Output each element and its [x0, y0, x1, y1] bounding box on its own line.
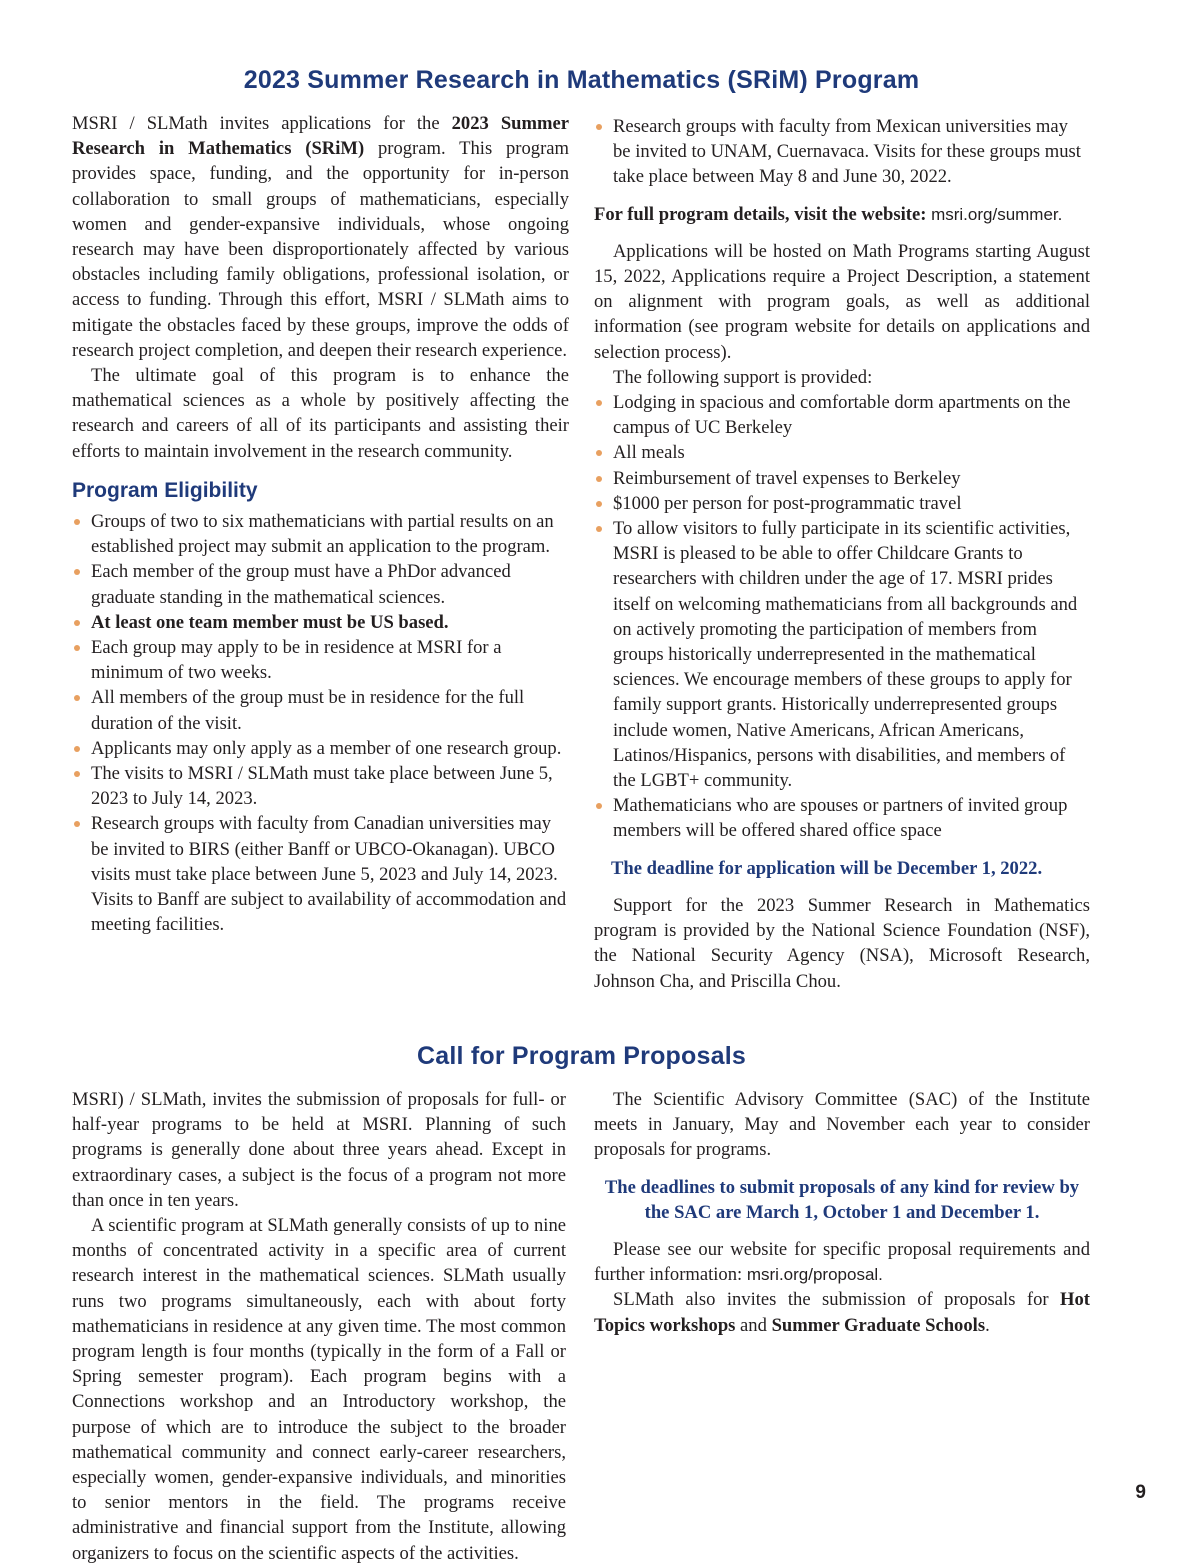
srim-deadline: The deadline for application will be December 1, 2022.	[611, 857, 1043, 879]
cfp-deadline: The deadlines to submit proposals of any kind for review by the SAC are March 1, October 1 and December 1.	[604, 1176, 1080, 1223]
cfp-para-5-and: and	[735, 1314, 772, 1336]
list-item: $1000 per person for post-programmatic travel	[594, 491, 1090, 516]
srim-left-column	[72, 111, 569, 938]
list-item: The visits to MSRI / SLMath must take place between June 5, 2023 to July 14, 2023.	[72, 761, 569, 811]
srim-funding: Support for the 2023 Summer Research in Mathematics program is provided by the National Science Foundation (NSF), the National Security Agency (NSA), Microsoft Research, Johnson Cha, and Priscilla Chou.	[594, 894, 1090, 992]
details-label: For full program details, visit the website:	[594, 203, 932, 225]
cfp-para-5	[594, 1287, 1090, 1337]
cfp-para-5-text: SLMath also invites the submission of proposals for	[613, 1289, 1061, 1311]
cfp-para-1: MSRI) / SLMath, invites the submission of proposals for full- or half-year programs to be held at MSRI. Planning of such programs is generally done about three years ahead. Except in extraordinary cases, a subject is the focus of a program not more than once in ten years.	[72, 1089, 566, 1211]
list-item: Groups of two to six mathematicians with partial results on an established project may submit an application to the program.	[72, 509, 569, 559]
srim-intro-rest: program. This program provides space, funding, and the opportunity for in-person collaboration to small groups of mathematicians, especially women and gender-expansive individuals, whose ongoing research may have been disproportionately affected by various obstacles including family obligations, professional isolation, or access to funding. Through this effort, MSRI / SLMath aims to mitigate the obstacles faced by these groups, improve the odds of research project completion, and deepen their research experience.	[72, 138, 570, 361]
summer-grad-schools: Summer Graduate Schools	[771, 1314, 986, 1336]
summer-link[interactable]: msri.org/summer.	[931, 204, 1063, 224]
list-item: Research groups with faculty from Mexican universities may be invited to UNAM, Cuernavaca. Visits for these groups must take place between May 8 and June 30, 2022.	[594, 114, 1090, 190]
list-item: Each group may apply to be in residence at MSRI for a minimum of two weeks.	[72, 635, 569, 685]
list-item: All meals	[594, 440, 1090, 465]
cfp-para-5-end: .	[985, 1314, 990, 1336]
cfp-left-column	[72, 1087, 566, 1566]
applications-text: Applications will be hosted on Math Programs starting August 15, 2022, Applications require a Project Description, a statement on alignment with program goals, as well as additional information (see program website for details on applications and selection process).	[594, 240, 1090, 363]
list-item: At least one team member must be US based.	[72, 610, 569, 635]
cfp-title: Call for Program Proposals	[417, 1042, 746, 1070]
eligibility-list	[72, 509, 569, 937]
page-number: 9	[1135, 1482, 1146, 1503]
srim-intro	[72, 111, 569, 363]
list-item: Mathematicians who are spouses or partners of invited group members will be offered shared office space	[594, 793, 1090, 843]
proposal-link[interactable]: msri.org/proposal.	[746, 1265, 883, 1285]
list-item: Research groups with faculty from Canadian universities may be invited to BIRS (either Banff or UBCO-Okanagan). UBCO visits must take place between June 5, 2023 and July 14, 2023. Visits to Banff are subject to availability of accommodation and meeting facilities.	[72, 811, 569, 937]
hot-topics: Hot Topics workshops	[594, 1289, 1090, 1336]
cfp-para-2: A scientific program at SLMath generally consists of up to nine months of concentrated activity in a specific area of current research interest in the mathematical sciences. SLMath usually runs two programs simultaneously, each with about forty mathematicians in residence at any given time. The most common program length is four months (typically in the form of a Fall or Spring semester program). Each program begins with a Connections workshop and an Introductory workshop, the purpose of which are to introduce the subject to the broader mathematical community and connect early-career researchers, especially women, gender-expansive individuals, and minorities to senior mentors in the field. The programs receive administrative and financial support from the Institute, allowing organizers to focus on the scientific aspects of the activities.	[72, 1215, 566, 1564]
list-item: Lodging in spacious and comfortable dorm apartments on the campus of UC Berkeley	[594, 390, 1090, 440]
srim-program-name: 2023 Summer Research in Mathematics (SRiM)	[72, 113, 569, 160]
program-details	[594, 202, 1090, 227]
cfp-para-3: The Scientific Advisory Committee (SAC) of the Institute meets in January, May and November each year to consider proposals for programs.	[594, 1089, 1090, 1161]
cfp-para-4	[594, 1237, 1090, 1287]
eligibility-list-continued	[594, 114, 1090, 190]
cfp-right-column	[594, 1087, 1090, 1338]
eligibility-heading: Program Eligibility	[72, 478, 258, 502]
list-item: Reimbursement of travel expenses to Berkeley	[594, 466, 1090, 491]
srim-right-column	[594, 114, 1090, 994]
list-item: To allow visitors to fully participate in its scientific activities, MSRI is pleased to be able to offer Childcare Grants to researchers with children under the age of 17. MSRI prides itself on welcoming mathematicians from all backgrounds and on actively promoting the participation of members from groups historically underrepresented in the mathematical sciences. We encourage members of these groups to apply for family support grants. Historically underrepresented groups include women, Native Americans, African Americans, Latinos/Hispanics, persons with disabilities, and members of the LGBT+ community.	[594, 516, 1090, 793]
list-item: Each member of the group must have a PhDor advanced graduate standing in the mathematical sciences.	[72, 559, 569, 609]
list-item: All members of the group must be in residence for the full duration of the visit.	[72, 685, 569, 735]
list-item: Applicants may only apply as a member of one research group.	[72, 736, 569, 761]
cfp-para-4-text: Please see our website for specific proposal requirements and further information:	[594, 1239, 1090, 1286]
support-list	[594, 390, 1090, 844]
srim-goal: The ultimate goal of this program is to enhance the mathematical sciences as a whole by positively affecting the research and careers of all of its participants and assisting their efforts to maintain involvement in the research community.	[72, 365, 569, 462]
srim-intro-text: MSRI / SLMath invites applications for the	[72, 113, 452, 134]
srim-title: 2023 Summer Research in Mathematics (SRiM) Program	[243, 66, 920, 94]
support-intro: The following support is provided:	[613, 366, 873, 388]
